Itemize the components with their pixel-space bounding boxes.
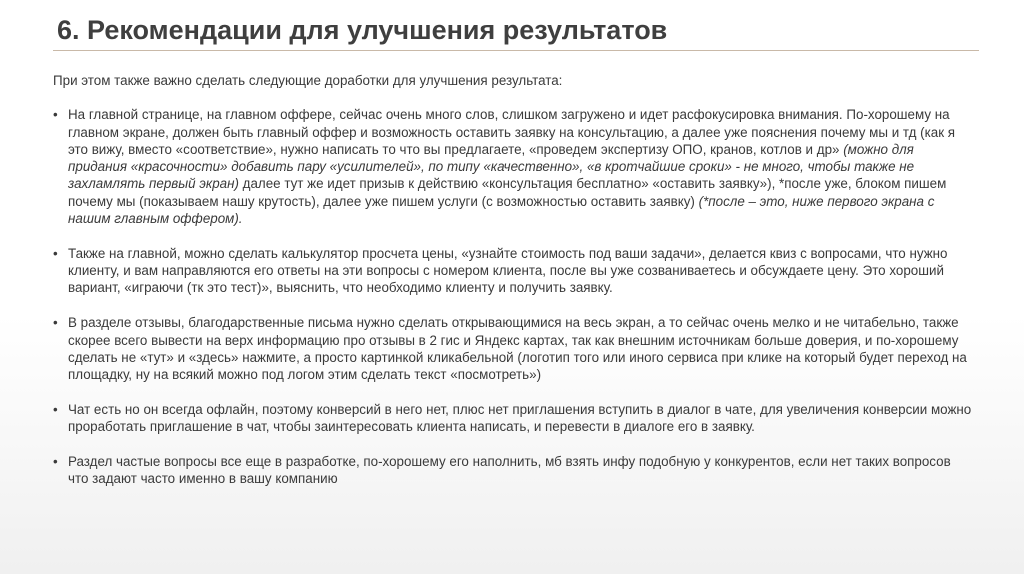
recommendation-text: далее тут же идет призыв к действию «консультация бесплатно» «оставить заявку»), *после уже, блоком пишем почему мы (показываем нашу крутость), далее уже пишем услуги (с возможностью оставить заявку) [68, 176, 947, 209]
recommendation-item-main-offer [53, 106, 973, 227]
bullet-marker: • [53, 454, 58, 470]
recommendation-item-faq [53, 453, 973, 488]
recommendation-italic-note: (*после – это, ниже первого экрана с нашим главным оффером). [68, 193, 935, 227]
bullet-marker: • [53, 107, 58, 123]
recommendation-italic-note: (можно для придания «красочности» добавить пару «усилителей», по типу «качественно», «в кротчайшие сроки» - не много, чтобы также не захламлять первый экран) [68, 141, 915, 192]
slide-title: 6. Рекомендации для улучшения результатов [57, 15, 668, 45]
recommendation-text: Чат есть но он всегда офлайн, поэтому конверсий в него нет, плюс нет приглашения вступить в диалог в чате, для увеличения конверсии можно проработать приглашение в чат, чтобы заинтересовать клиента написать, и перевести в диалоге его в заявку. [68, 401, 972, 435]
recommendation-text: На главной странице, на главном оффере, сейчас очень много слов, слишком загружено и идет расфокусировка внимания. По-хорошему на главном экране, должен быть главный оффер и возможность оставить заявку на консультацию, а далее уже пояснения почему мы и тд (как я это вижу, вместо «соответствие», нужно написать то что вы предлагаете, «проведем экспертизу ОПО, кранов, котлов и др» [68, 107, 956, 157]
bullet-marker: • [53, 401, 58, 417]
recommendation-text: В разделе отзывы, благодарственные письма нужно сделать открывающимися на весь экран, а то сейчас очень мелко и не читабельно, также скорее всего вывести на верх информацию про отзывы в 2 гис и Яндекс картах, так как внешним источникам больше доверия, и по-хорошему сделать не «тут» и «здесь» нажмите, а просто картинкой кликабельной (логотип того или иного сервиса при клике на который будет переход на площадку, ну на всякий можно под логом этим сделать текст «посмотреть») [68, 315, 967, 383]
recommendation-item-chat [53, 401, 973, 436]
slide-content [53, 72, 973, 505]
bullet-marker: • [53, 315, 58, 331]
title-divider [53, 50, 979, 51]
recommendation-text: Также на главной, можно сделать калькулятор просчета цены, «узнайте стоимость под ваши задачи», делается квиз с вопросами, что нужно клиенту, и вам направляются его ответы на эти вопросы с номером клиента, после вы уже созваниваетесь и обсуждаете цену. Это хороший вариант, «играючи (тк это тест)», выяснить, что необходимо клиенту и получить заявку. [68, 245, 948, 296]
bullet-marker: • [53, 245, 58, 261]
intro-text: При этом также важно сделать следующие доработки для улучшения результата: [53, 73, 563, 88]
recommendations-list [53, 106, 973, 487]
recommendation-text: Раздел частые вопросы все еще в разработке, по-хорошему его наполнить, мб взять инфу подобную у конкурентов, если нет таких вопросов что задают часто именно в вашу компанию [68, 454, 951, 487]
recommendation-item-reviews [53, 314, 973, 383]
recommendation-item-calculator [53, 245, 973, 297]
